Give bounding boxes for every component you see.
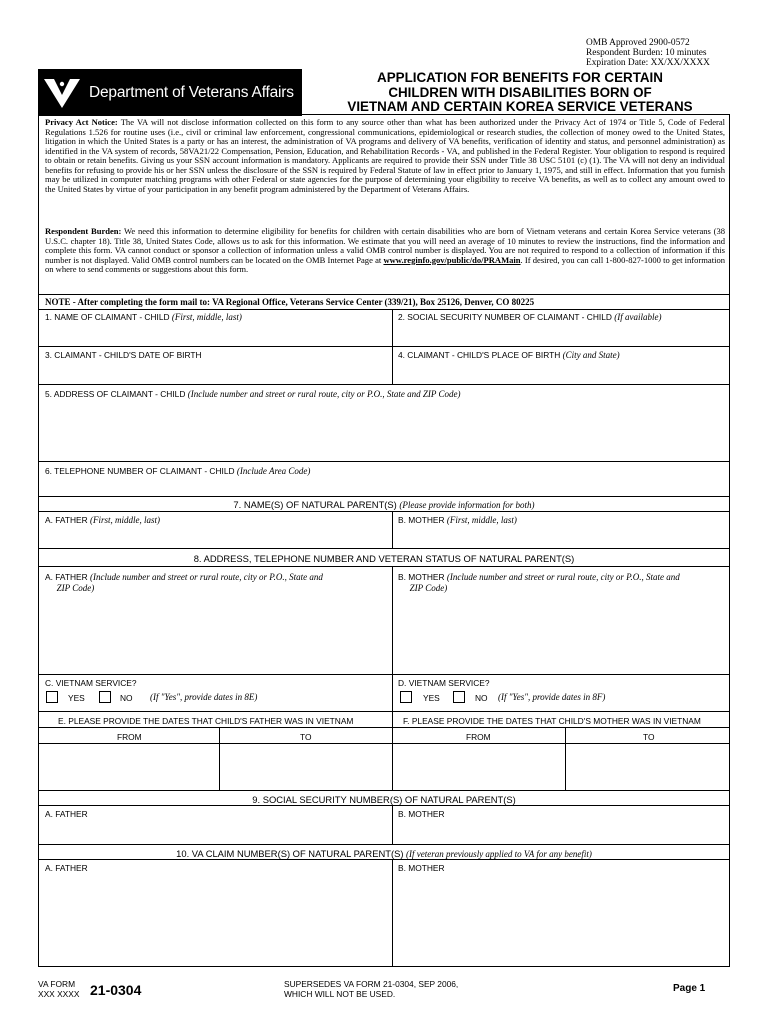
claimant-ssn-input[interactable] — [394, 323, 728, 345]
claimant-phone-input[interactable] — [40, 477, 728, 495]
field-3-label: 3. CLAIMANT - CHILD'S DATE OF BIRTH — [45, 350, 202, 360]
section-8-mother-label: B. MOTHER (Include number and street or rural route, city or P.O., State and ZIP Code) — [398, 572, 680, 593]
claimant-birthplace-input[interactable] — [394, 361, 728, 383]
divider — [38, 711, 730, 712]
no-label: NO — [120, 693, 133, 703]
divider — [38, 674, 730, 675]
privacy-label: Privacy Act Notice: — [45, 117, 118, 127]
divider — [38, 548, 730, 549]
burden-text: We need this information to determine eligibility for benefits for children with certain disabilities who are born of Vietnam veterans and certain Korea Service veterans (38 U.S.C. chapter 18). Title 38, United States Code, allows us to ask for this information. We estimate that you will need an average of 10 minutes to review the instructions, find the information and complete this form. VA cannot conduct or sponsor a collection of information unless a valid OMB control number is displayed. You are not required to respond to a collection of information if this number is not displayed. Valid OMB control numbers can be located on the OMB Internet Page at — [45, 226, 725, 265]
section-8e-label: E. PLEASE PROVIDE THE DATES THAT CHILD'S FATHER WAS IN VIETNAM — [58, 716, 354, 726]
divider — [38, 511, 730, 512]
field-1-label: 1. NAME OF CLAIMANT - CHILD (First, middle, last) — [45, 312, 242, 322]
form-title — [312, 71, 728, 115]
divider — [38, 309, 730, 310]
column-divider — [392, 566, 393, 790]
yes-label: YES — [68, 693, 85, 703]
divider — [38, 743, 730, 744]
father-ssn-input[interactable] — [40, 820, 390, 843]
section-9-father-label: A. FATHER — [45, 809, 88, 819]
mother-name-input[interactable] — [394, 527, 728, 547]
burden-label: Respondent Burden: — [45, 226, 122, 236]
section-9-mother-label: B. MOTHER — [398, 809, 445, 819]
mother-from-input[interactable] — [394, 745, 564, 789]
mother-address-input[interactable] — [394, 597, 728, 673]
divider — [38, 727, 730, 728]
field-2-label: 2. SOCIAL SECURITY NUMBER OF CLAIMANT - CHILD (If available) — [398, 312, 662, 322]
mother-ssn-input[interactable] — [394, 820, 728, 843]
section-9-heading: 9. SOCIAL SECURITY NUMBER(S) OF NATURAL PARENT(S) — [252, 794, 516, 805]
divider — [38, 790, 730, 791]
va-seal-icon — [43, 77, 81, 109]
column-divider — [565, 727, 566, 790]
department-name: Department of Veterans Affairs — [89, 83, 294, 101]
form-identifier — [38, 979, 79, 999]
no-label: NO — [475, 693, 488, 703]
omb-info — [586, 38, 710, 68]
mother-va-claim-input[interactable] — [394, 875, 728, 965]
column-divider — [219, 727, 220, 790]
divider — [38, 461, 730, 462]
section-8f-label: F. PLEASE PROVIDE THE DATES THAT CHILD'S MOTHER WAS IN VIETNAM — [403, 716, 701, 726]
mother-to-input[interactable] — [567, 745, 728, 789]
supersedes-line-2: WHICH WILL NOT BE USED. — [284, 989, 396, 999]
supersedes-note — [284, 979, 458, 999]
supersedes-line-1: SUPERSEDES VA FORM 21-0304, SEP 2006, — [284, 979, 459, 989]
divider — [38, 844, 730, 845]
privacy-act-notice — [45, 118, 725, 194]
claimant-address-input[interactable] — [40, 400, 728, 460]
privacy-text: The VA will not disclose information collected on this form to any source other than what has been authorized under the Privacy Act of 1974 or Title 5, Code of Federal Regulations 1.526 for routine uses (i.e., civil or criminal law enforcement, congressional communications, epidemiological or research studies, the collection of money owed to the United States, litigation in which the United States is a party or has an interest, the administration of VA programs and delivery of VA benefits, verification of identity and status, and personnel administration) as identified in the VA system of records, 58VA21/22 Compensation, Pension, Education, and Rehabilitation Records - VA, and published in the Federal Register. Your obligation to respond is required to obtain or retain benefits. Giving us your SSN account information is mandatory. Applicants are required to provide their SSN under Title 38 USC 5101 (c) (1). The VA will not deny an individual benefits for refusing to provide his or her SSN unless the disclosure of the SSN is required by Federal Statute of law in effect prior to January 1, 1975, and still in effect. Information that you furnish may be utilized in computer matching programs with other Federal or state agencies for the purpose of determining your eligibility to receive VA benefits, as well as to collect any amount owed to the United States by virtue of your participation in any benefit program administered by the Department of Veterans Affairs. — [45, 117, 725, 194]
column-divider — [392, 511, 393, 548]
divider — [38, 294, 730, 295]
divider — [38, 566, 730, 567]
divider — [38, 805, 730, 806]
expiration-date: Expiration Date: XX/XX/XXXX — [586, 58, 710, 68]
mailing-note: NOTE - After completing the form mail to: VA Regional Office, Veterans Service Center (339/21), Box 25126, Denver, CO 80225 — [45, 297, 535, 307]
respondent-burden: Respondent Burden: 10 minutes — [586, 48, 707, 58]
section-10-heading: 10. VA CLAIM NUMBER(S) OF NATURAL PARENT(S) (If veteran previously applied to VA for any benefit) — [176, 848, 592, 859]
section-7-father-label: A. FATHER (First, middle, last) — [45, 515, 160, 525]
section-8-father-label: A. FATHER (Include number and street or rural route, city or P.O., State and ZIP Code) — [45, 572, 323, 593]
father-vietnam-no-checkbox[interactable] — [99, 691, 111, 703]
father-to-input[interactable] — [221, 745, 391, 789]
divider — [38, 859, 730, 860]
va-form-label: VA FORM — [38, 979, 76, 989]
column-divider — [392, 859, 393, 967]
column-divider — [392, 805, 393, 844]
father-va-claim-input[interactable] — [40, 875, 390, 965]
page-number: Page 1 — [673, 983, 706, 994]
form-date: XXX XXXX — [38, 989, 80, 999]
title-line-1: APPLICATION FOR BENEFITS FOR CERTAIN — [377, 70, 663, 85]
claimant-name-input[interactable] — [40, 323, 390, 345]
form-number: 21-0304 — [90, 982, 142, 998]
divider — [38, 346, 730, 347]
father-vietnam-yes-checkbox[interactable] — [46, 691, 58, 703]
section-8d-label: D. VIETNAM SERVICE? — [398, 678, 490, 688]
burden-text-end: . If desired, you can call 1-800-827-1000 to get information on where to send comments or suggestions about this form. — [45, 254, 725, 274]
yes-label: YES — [423, 693, 440, 703]
section-8c-hint: (If "Yes", provide dates in 8E) — [150, 692, 258, 702]
title-line-3: VIETNAM AND CERTAIN KOREA SERVICE VETERANS — [347, 99, 693, 114]
mother-from-header: FROM — [466, 732, 491, 742]
mother-to-header: TO — [643, 732, 655, 742]
title-line-2: CHILDREN WITH DISABILITIES BORN OF — [388, 84, 652, 100]
section-7-mother-label: B. MOTHER (First, middle, last) — [398, 515, 517, 525]
father-from-header: FROM — [117, 732, 142, 742]
respondent-burden-notice — [45, 227, 725, 275]
section-7-heading: 7. NAME(S) OF NATURAL PARENT(S) (Please provide information for both) — [233, 499, 535, 510]
reginfo-link[interactable]: www.reginfo.gov/public/do/PRAMain — [383, 254, 521, 265]
section-8d-hint: (If "Yes", provide dates in 8F) — [498, 692, 606, 702]
section-10-father-label: A. FATHER — [45, 863, 88, 873]
father-from-input[interactable] — [40, 745, 218, 789]
mother-vietnam-no-checkbox[interactable] — [453, 691, 465, 703]
field-5-label: 5. ADDRESS OF CLAIMANT - CHILD (Include number and street or rural route, city or P.O., State and ZIP Code) — [45, 389, 461, 399]
father-name-input[interactable] — [40, 527, 390, 547]
section-8-heading: 8. ADDRESS, TELEPHONE NUMBER AND VETERAN STATUS OF NATURAL PARENT(S) — [193, 553, 575, 564]
va-logo-banner — [38, 69, 302, 116]
claimant-dob-input[interactable] — [40, 361, 390, 383]
omb-approved: OMB Approved 2900-0572 — [586, 38, 690, 48]
field-6-label: 6. TELEPHONE NUMBER OF CLAIMANT - CHILD (Include Area Code) — [45, 466, 311, 476]
section-8c-label: C. VIETNAM SERVICE? — [45, 678, 137, 688]
divider — [38, 384, 730, 385]
field-4-label: 4. CLAIMANT - CHILD'S PLACE OF BIRTH (City and State) — [398, 350, 620, 360]
father-address-input[interactable] — [40, 597, 390, 673]
divider — [38, 496, 730, 497]
section-10-mother-label: B. MOTHER — [398, 863, 445, 873]
father-to-header: TO — [300, 732, 312, 742]
column-divider — [392, 309, 393, 384]
mother-vietnam-yes-checkbox[interactable] — [400, 691, 412, 703]
